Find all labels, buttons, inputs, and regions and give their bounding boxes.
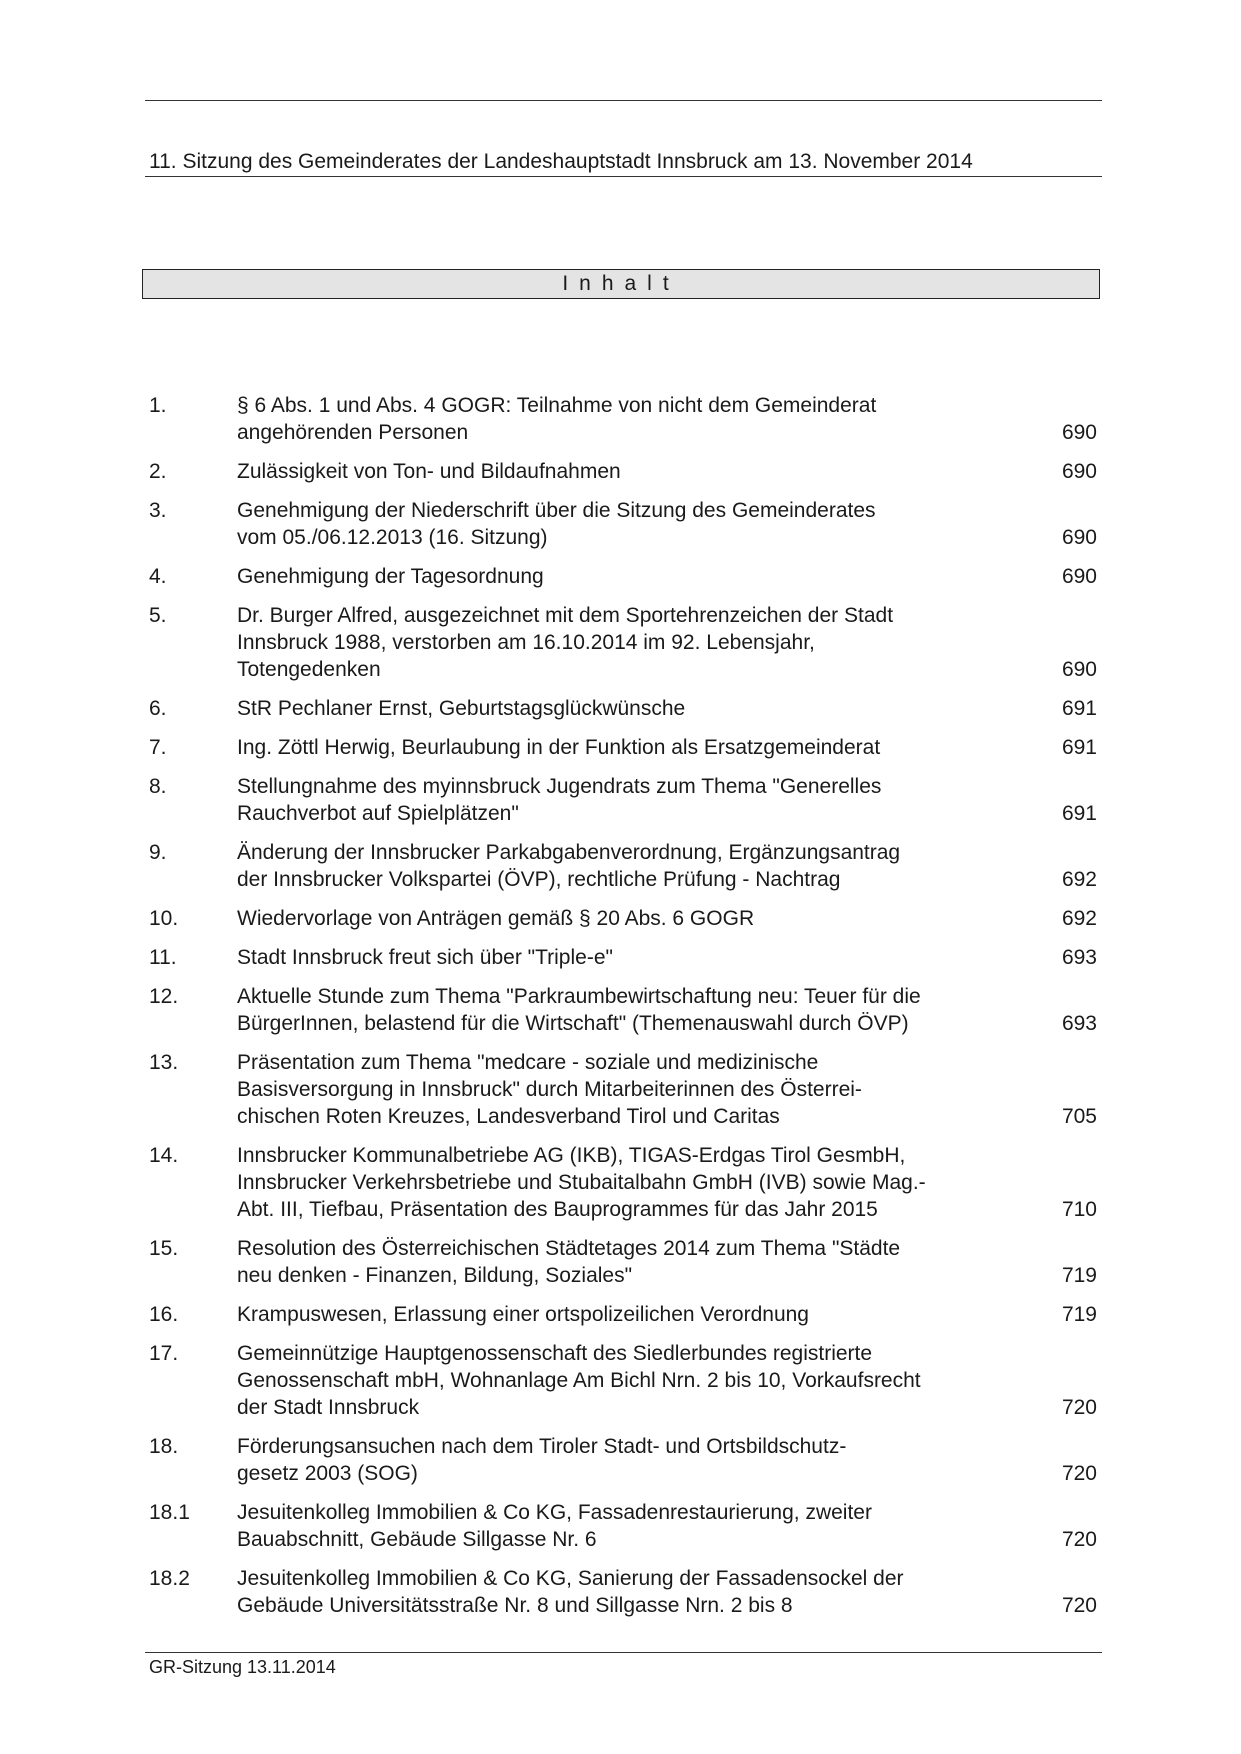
toc-entry-title-line: Innsbrucker Kommunalbetriebe AG (IKB), TIGAS-Erdgas Tirol GesmbH, <box>237 1144 906 1167</box>
toc-entry <box>149 1301 1099 1328</box>
toc-entry-page-number: 692 <box>1061 907 1097 930</box>
toc-entry <box>149 392 1099 446</box>
toc-entry <box>149 563 1099 590</box>
toc-entry-number: 18.2 <box>149 1567 190 1590</box>
session-title: 11. Sitzung des Gemeinderates der Landeshauptstadt Innsbruck am 13. November 2014 <box>149 150 973 173</box>
toc-entry-title-line: vom 05./06.12.2013 (16. Sitzung) <box>237 526 548 549</box>
toc-entry-number: 6. <box>149 697 167 720</box>
toc-entry-page-number: 720 <box>1061 1462 1097 1485</box>
toc-entry-title-line: Änderung der Innsbrucker Parkabgabenverordnung, Ergänzungsantrag <box>237 841 901 864</box>
toc-entry-title-line: Gemeinnützige Hauptgenossenschaft des Siedlerbundes registrierte <box>237 1342 873 1365</box>
toc-entry-title <box>237 839 1027 893</box>
toc-entry-title <box>237 1301 1027 1328</box>
toc-entry-title-line: StR Pechlaner Ernst, Geburtstagsglückwünsche <box>237 697 686 720</box>
toc-entry-title-line: neu denken - Finanzen, Bildung, Soziales" <box>237 1264 633 1287</box>
toc-entry-page-number: 693 <box>1061 946 1097 969</box>
toc-entry-title-line: Bauabschnitt, Gebäude Sillgasse Nr. 6 <box>237 1528 597 1551</box>
toc-entry <box>149 1049 1099 1130</box>
toc-entry-title-line: der Stadt Innsbruck <box>237 1396 420 1419</box>
contents-heading: Inhalt <box>142 269 1100 299</box>
toc-entry-title-line: Dr. Burger Alfred, ausgezeichnet mit dem Sportehrenzeichen der Stadt <box>237 604 894 627</box>
toc-entry-title <box>237 695 1027 722</box>
header-rule <box>145 176 1102 177</box>
toc-entry-number: 8. <box>149 775 167 798</box>
toc-entry <box>149 1433 1099 1487</box>
toc-entry-title-line: Stadt Innsbruck freut sich über "Triple-e" <box>237 946 613 969</box>
toc-entry-page-number: 691 <box>1061 736 1097 759</box>
toc-entry-title-line: Jesuitenkolleg Immobilien & Co KG, Fassadenrestaurierung, zweiter <box>237 1501 872 1524</box>
toc-entry-page-number: 690 <box>1061 526 1097 549</box>
toc-entry-title-line: Wiedervorlage von Anträgen gemäß § 20 Abs. 6 GOGR <box>237 907 755 930</box>
toc-entry-title-line: Genehmigung der Niederschrift über die Sitzung des Gemeinderates <box>237 499 876 522</box>
toc-entry-page-number: 690 <box>1061 565 1097 588</box>
toc-entry-title <box>237 602 1027 683</box>
toc-entry-title <box>237 1565 1027 1619</box>
toc-entry <box>149 1340 1099 1421</box>
toc-entry-number: 7. <box>149 736 167 759</box>
footer-label: GR-Sitzung 13.11.2014 <box>149 1657 336 1677</box>
toc-entry <box>149 1499 1099 1553</box>
toc-entry <box>149 1565 1099 1619</box>
toc-entry-title-line: Innsbrucker Verkehrsbetriebe und Stubaitalbahn GmbH (IVB) sowie Mag.- <box>237 1171 926 1194</box>
toc-entry <box>149 773 1099 827</box>
table-of-contents <box>149 392 1099 1631</box>
toc-entry-title <box>237 734 1027 761</box>
toc-entry-page-number: 690 <box>1061 658 1097 681</box>
toc-entry-number: 15. <box>149 1237 179 1260</box>
toc-entry-title <box>237 1235 1027 1289</box>
toc-entry <box>149 944 1099 971</box>
toc-entry-title-line: Genossenschaft mbH, Wohnanlage Am Bichl Nrn. 2 bis 10, Vorkaufsrecht <box>237 1369 921 1392</box>
toc-entry-page-number: 719 <box>1061 1303 1097 1326</box>
toc-entry-page-number: 690 <box>1061 460 1097 483</box>
toc-entry <box>149 1142 1099 1223</box>
toc-entry-title-line: Stellungnahme des myinnsbruck Jugendrats zum Thema "Generelles <box>237 775 882 798</box>
toc-entry-title-line: chischen Roten Kreuzes, Landesverband Tirol und Caritas <box>237 1105 780 1128</box>
toc-entry-title-line: Aktuelle Stunde zum Thema "Parkraumbewirtschaftung neu: Teuer für die <box>237 985 921 1008</box>
toc-entry-title-line: Rauchverbot auf Spielplätzen" <box>237 802 519 825</box>
toc-entry-title <box>237 1433 1027 1487</box>
toc-entry <box>149 983 1099 1037</box>
toc-entry-number: 13. <box>149 1051 179 1074</box>
toc-entry-page-number: 720 <box>1061 1396 1097 1419</box>
toc-entry <box>149 905 1099 932</box>
toc-entry-title <box>237 1340 1027 1421</box>
toc-entry <box>149 734 1099 761</box>
toc-entry-title <box>237 905 1027 932</box>
toc-entry-title-line: Gebäude Universitätsstraße Nr. 8 und Sillgasse Nrn. 2 bis 8 <box>237 1594 793 1617</box>
toc-entry <box>149 602 1099 683</box>
toc-entry-title <box>237 1142 1027 1223</box>
toc-entry-title <box>237 1049 1027 1130</box>
toc-entry <box>149 839 1099 893</box>
toc-entry-number: 9. <box>149 841 167 864</box>
toc-entry-title-line: angehörenden Personen <box>237 421 469 444</box>
toc-entry-title-line: § 6 Abs. 1 und Abs. 4 GOGR: Teilnahme von nicht dem Gemeinderat <box>237 394 877 417</box>
toc-entry-page-number: 719 <box>1061 1264 1097 1287</box>
toc-entry-page-number: 691 <box>1061 802 1097 825</box>
toc-entry-title <box>237 563 1027 590</box>
footer-rule <box>145 1652 1102 1653</box>
toc-entry-title-line: Basisversorgung in Innsbruck" durch Mitarbeiterinnen des Österrei- <box>237 1078 862 1101</box>
toc-entry-page-number: 693 <box>1061 1012 1097 1035</box>
toc-entry-page-number: 705 <box>1061 1105 1097 1128</box>
toc-entry-title <box>237 944 1027 971</box>
toc-entry-number: 3. <box>149 499 167 522</box>
toc-entry-title <box>237 983 1027 1037</box>
toc-entry-title-line: Innsbruck 1988, verstorben am 16.10.2014 im 92. Lebensjahr, <box>237 631 815 654</box>
toc-entry-page-number: 710 <box>1061 1198 1097 1221</box>
toc-entry <box>149 497 1099 551</box>
toc-entry-title-line: Abt. III, Tiefbau, Präsentation des Bauprogrammes für das Jahr 2015 <box>237 1198 878 1221</box>
toc-entry-page-number: 692 <box>1061 868 1097 891</box>
toc-entry-title-line: der Innsbrucker Volkspartei (ÖVP), rechtliche Prüfung - Nachtrag <box>237 868 841 891</box>
toc-entry-title-line: Zulässigkeit von Ton- und Bildaufnahmen <box>237 460 621 483</box>
toc-entry-page-number: 690 <box>1061 421 1097 444</box>
toc-entry-title <box>237 497 1027 551</box>
toc-entry-number: 5. <box>149 604 167 627</box>
toc-entry-number: 16. <box>149 1303 179 1326</box>
toc-entry-title-line: Präsentation zum Thema "medcare - soziale und medizinische <box>237 1051 819 1074</box>
toc-entry-title-line: Jesuitenkolleg Immobilien & Co KG, Sanierung der Fassadensockel der <box>237 1567 904 1590</box>
toc-entry-title-line: Ing. Zöttl Herwig, Beurlaubung in der Funktion als Ersatzgemeinderat <box>237 736 881 759</box>
toc-entry <box>149 695 1099 722</box>
toc-entry-number: 4. <box>149 565 167 588</box>
toc-entry-title <box>237 392 1027 446</box>
toc-entry-title-line: Resolution des Österreichischen Städtetages 2014 zum Thema "Städte <box>237 1237 901 1260</box>
toc-entry <box>149 1235 1099 1289</box>
toc-entry-number: 1. <box>149 394 167 417</box>
toc-entry-title-line: BürgerInnen, belastend für die Wirtschaft" (Themenauswahl durch ÖVP) <box>237 1012 909 1035</box>
toc-entry-number: 11. <box>149 946 177 969</box>
toc-entry-title-line: Genehmigung der Tagesordnung <box>237 565 544 588</box>
toc-entry-title-line: gesetz 2003 (SOG) <box>237 1462 418 1485</box>
toc-entry-number: 2. <box>149 460 167 483</box>
toc-entry-page-number: 691 <box>1061 697 1097 720</box>
toc-entry-page-number: 720 <box>1061 1594 1097 1617</box>
toc-entry-number: 10. <box>149 907 179 930</box>
top-rule <box>145 100 1102 101</box>
toc-entry <box>149 458 1099 485</box>
toc-entry-number: 12. <box>149 985 179 1008</box>
toc-entry-number: 14. <box>149 1144 179 1167</box>
toc-entry-title-line: Totengedenken <box>237 658 381 681</box>
toc-entry-title <box>237 458 1027 485</box>
toc-entry-title-line: Förderungsansuchen nach dem Tiroler Stadt- und Ortsbildschutz- <box>237 1435 847 1458</box>
toc-entry-number: 18.1 <box>149 1501 190 1524</box>
toc-entry-number: 18. <box>149 1435 179 1458</box>
toc-entry-page-number: 720 <box>1061 1528 1097 1551</box>
toc-entry-title-line: Krampuswesen, Erlassung einer ortspolizeilichen Verordnung <box>237 1303 809 1326</box>
toc-entry-title <box>237 1499 1027 1553</box>
toc-entry-number: 17. <box>149 1342 179 1365</box>
toc-entry-title <box>237 773 1027 827</box>
